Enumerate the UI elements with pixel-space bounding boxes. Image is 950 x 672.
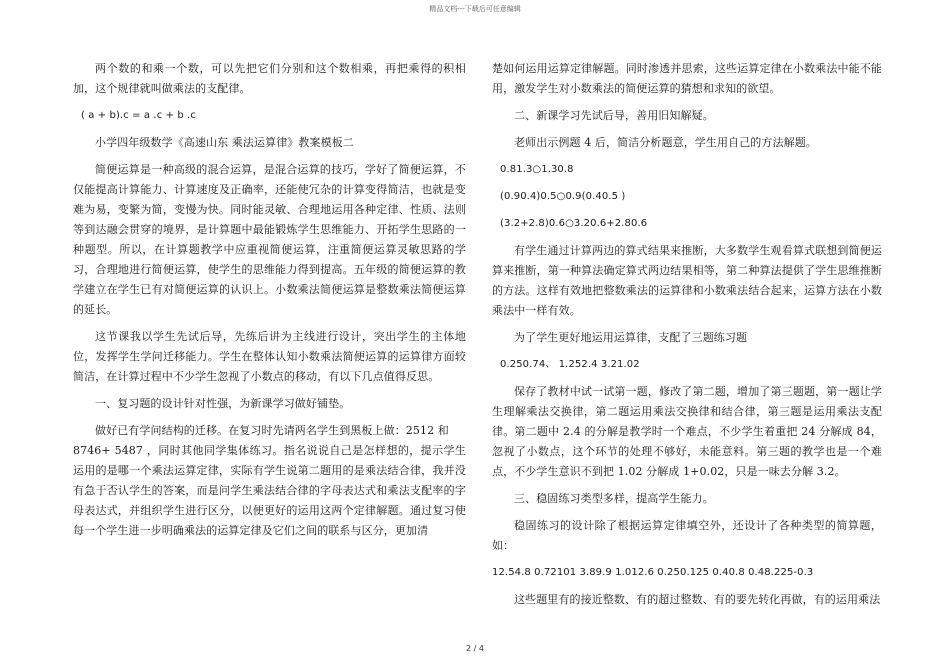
formula: 0.250.74、 1.252.4 3.21.02 [500, 359, 640, 370]
formula: 0.81.3○1.30.8 [500, 164, 574, 175]
paragraph: 这些题里有的接近整数、有的超过整数、有的要先转化再做，有的运用乘法 [514, 593, 881, 606]
paragraph: 做好已有学问结构的迁移。在复习时先请两名学生到黑板上做：2512 和 [95, 424, 449, 437]
paragraph: 简便运算是一种高级的混合运算，是混合运算的技巧，学好了简便运算，不仅能提高计算能力、计算速度及正确率，还能使冗杂的计算变得简洁，也就是变难为易，变繁为简，变慢为快。同时能灵敏、合理地运用各种定律、性质、法则等到达融会贯穿的境界，是计算题中最能锻炼学生思维能力、开拓学生思路的一种题型。所以，在计算题教学中应重视简便运算，注重简便运算灵敏思路的学习，合理地进行简便运算，使学生的思维能力得到提高。五年级的简便运算的教学建立在学生已有对简便运算的认识上。小数乘法简便运算是整数乘法简便运算的延长。 [73, 163, 466, 316]
paragraph: 为了学生更好地运用运算律，支配了三题练习题 [514, 331, 748, 344]
left-column [73, 59, 466, 548]
section-heading: 二、新课学习先试后导，善用旧知解疑。 [514, 109, 714, 122]
paragraph: 有学生通过计算两边的算式结果来推断，大多数学生观看算式联想到简便运算来推断，第一种算法确定算式两边结果相等，第二种算法提供了学生思维推断的方法。这样有效地把整数乘法的运算律和小数乘法结合起来，运算方法在小数乘法中一样有效。 [492, 244, 882, 317]
section-heading: 三、稳固练习类型多样，提高学生能力。 [514, 492, 714, 505]
page-header: 精品文档---下载后可任意编辑 [429, 5, 521, 13]
formula: ( a + b).c = a .c + b .c [81, 110, 196, 121]
paragraph: 稳固练习的设计除了根据运算定律填空外，还设计了各种类型的简算题，如： [492, 519, 882, 552]
paragraph: 两个数的和乘一个数，可以先把它们分别和这个数相乘，再把乘得的积相加，这个规律就叫做乘法的支配律。 [73, 62, 466, 95]
section-heading: 一、复习题的设计针对性强，为新课学习做好铺垫。 [95, 397, 351, 410]
formula: (3.2+2.8)0.6○3.20.6+2.80.6 [500, 218, 648, 229]
paragraph: 老师出示例题 4 后，简洁分析题意，学生用自己的方法解题。 [514, 136, 817, 149]
paragraph: 这节课我以学生先试后导，先练后讲为主线进行设计，突出学生的主体地位，发挥学生学问迁移能力。学生在整体认知小数乘法简便运算的运算律方面较简洁，在计算过程中不少学生忽视了小数点的移动，有以下几点值得反思。 [73, 330, 466, 383]
page-number: 2 / 4 [466, 644, 484, 653]
section-title: 小学四年级数学《高速山东 乘法运算律》教案模板二 [95, 136, 354, 149]
paragraph: 8746+ 5487 ，同时其他同学集体练习。指名说说自己是怎样想的，提示学生运用的是哪一个乘法运算定律，实际有学生说第二题用的是乘法结合律，我并没有急于否认学生的答案，而是问学生乘法结合律的字母表达式和乘法支配率的字母表达式，并组织学生进行区分，以便更好的运用这两个定律解题。通过复习使每一个学生进一步明确乘法的运算定律及它们之间的联系与区分，更加清 [73, 444, 466, 537]
right-column [492, 59, 882, 617]
formula: (0.90.4)0.5○0.9(0.40.5 ) [500, 191, 626, 202]
paragraph: 保存了教材中试一试第一题，修改了第二题，增加了第三题题，第一题让学生理解乘法交换律，第二题运用乘法交换律和结合律，第三题是运用乘法支配律。第二题中 2.4 的分解是教学时一个难点，不少学生着重把 24 分解成 84，忽视了小数点，这个环节的处理不够好，未能意料。第三题的教学也是一个难点，不少学生意识不到把 1.02 分解成 1+0.02，只是一味去分解 3.2。 [492, 385, 882, 478]
formula: 12.54.8 0.72101 3.89.9 1.012.6 0.250.125 0.40.8 0.48.225-0.3 [492, 567, 814, 578]
paragraph: 楚如何运用运算定律解题。同时渗透并思索，这些运算定律在小数乘法中能不能用，激发学生对小数乘法的简便运算的猜想和求知的欲望。 [492, 62, 882, 95]
